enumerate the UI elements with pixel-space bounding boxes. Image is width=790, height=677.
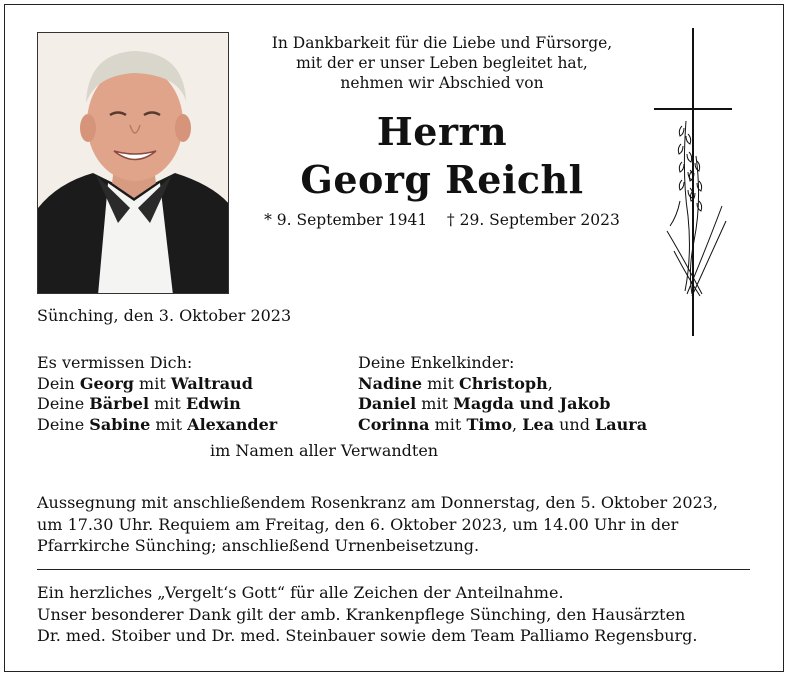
portrait-photo — [37, 32, 229, 294]
deceased-name: Georg Reichl — [300, 157, 584, 202]
mourner-row: Deine Sabine mit Alexander — [37, 414, 278, 434]
intro-text — [236, 33, 648, 93]
relatives-line: im Namen aller Verwandten — [210, 441, 439, 460]
grandchild-row: Corinna mit Timo, Lea und Laura — [358, 414, 648, 434]
thanks-line: Unser besonderer Dank gilt der amb. Krankenpflege Sünching, den Hausärzten — [37, 604, 686, 624]
place-date: Sünching, den 3. Oktober 2023 — [37, 306, 292, 325]
divider — [37, 569, 750, 570]
funeral-line: um 17.30 Uhr. Requiem am Freitag, den 6. Oktober 2023, um 14.00 Uhr in der — [37, 514, 679, 534]
intro-line: In Dankbarkeit für die Liebe und Fürsorge, — [271, 34, 613, 52]
life-dates — [236, 210, 648, 230]
deceased-name-block — [236, 108, 648, 204]
intro-line: mit der er unser Leben begleitet hat, — [296, 54, 588, 72]
mourner-row: Deine Bärbel mit Edwin — [37, 394, 241, 413]
funeral-details — [37, 492, 767, 557]
funeral-line: Aussegnung mit anschließendem Rosenkranz am Donnerstag, den 5. Oktober 2023, — [37, 493, 719, 512]
thanks-line: Ein herzliches „Vergelt‘s Gott“ für alle Zeichen der Anteilnahme. — [37, 583, 564, 602]
thanks-text — [37, 582, 767, 647]
death-date: † 29. September 2023 — [446, 211, 620, 229]
funeral-line: Pfarrkirche Sünching; anschließend Urnenbeisetzung. — [37, 536, 480, 555]
grandchild-row: Nadine mit Christoph, — [358, 373, 553, 393]
grandchild-row: Daniel mit Magda und Jakob — [358, 394, 611, 413]
thanks-line: Dr. med. Stoiber und Dr. med. Steinbauer sowie dem Team Palliamo Regensburg. — [37, 626, 698, 645]
birth-date: * 9. September 1941 — [264, 211, 428, 229]
mourner-row: Dein Georg mit Waltraud — [37, 373, 253, 393]
column-heading: Es vermissen Dich: — [37, 353, 193, 372]
grandchildren-column — [358, 353, 647, 435]
intro-line: nehmen wir Abschied von — [340, 74, 544, 92]
column-heading: Deine Enkelkinder: — [358, 353, 515, 372]
cross-with-wheat-icon — [652, 26, 734, 338]
mourners-left-column — [37, 353, 277, 435]
honorific: Herrn — [376, 109, 508, 154]
